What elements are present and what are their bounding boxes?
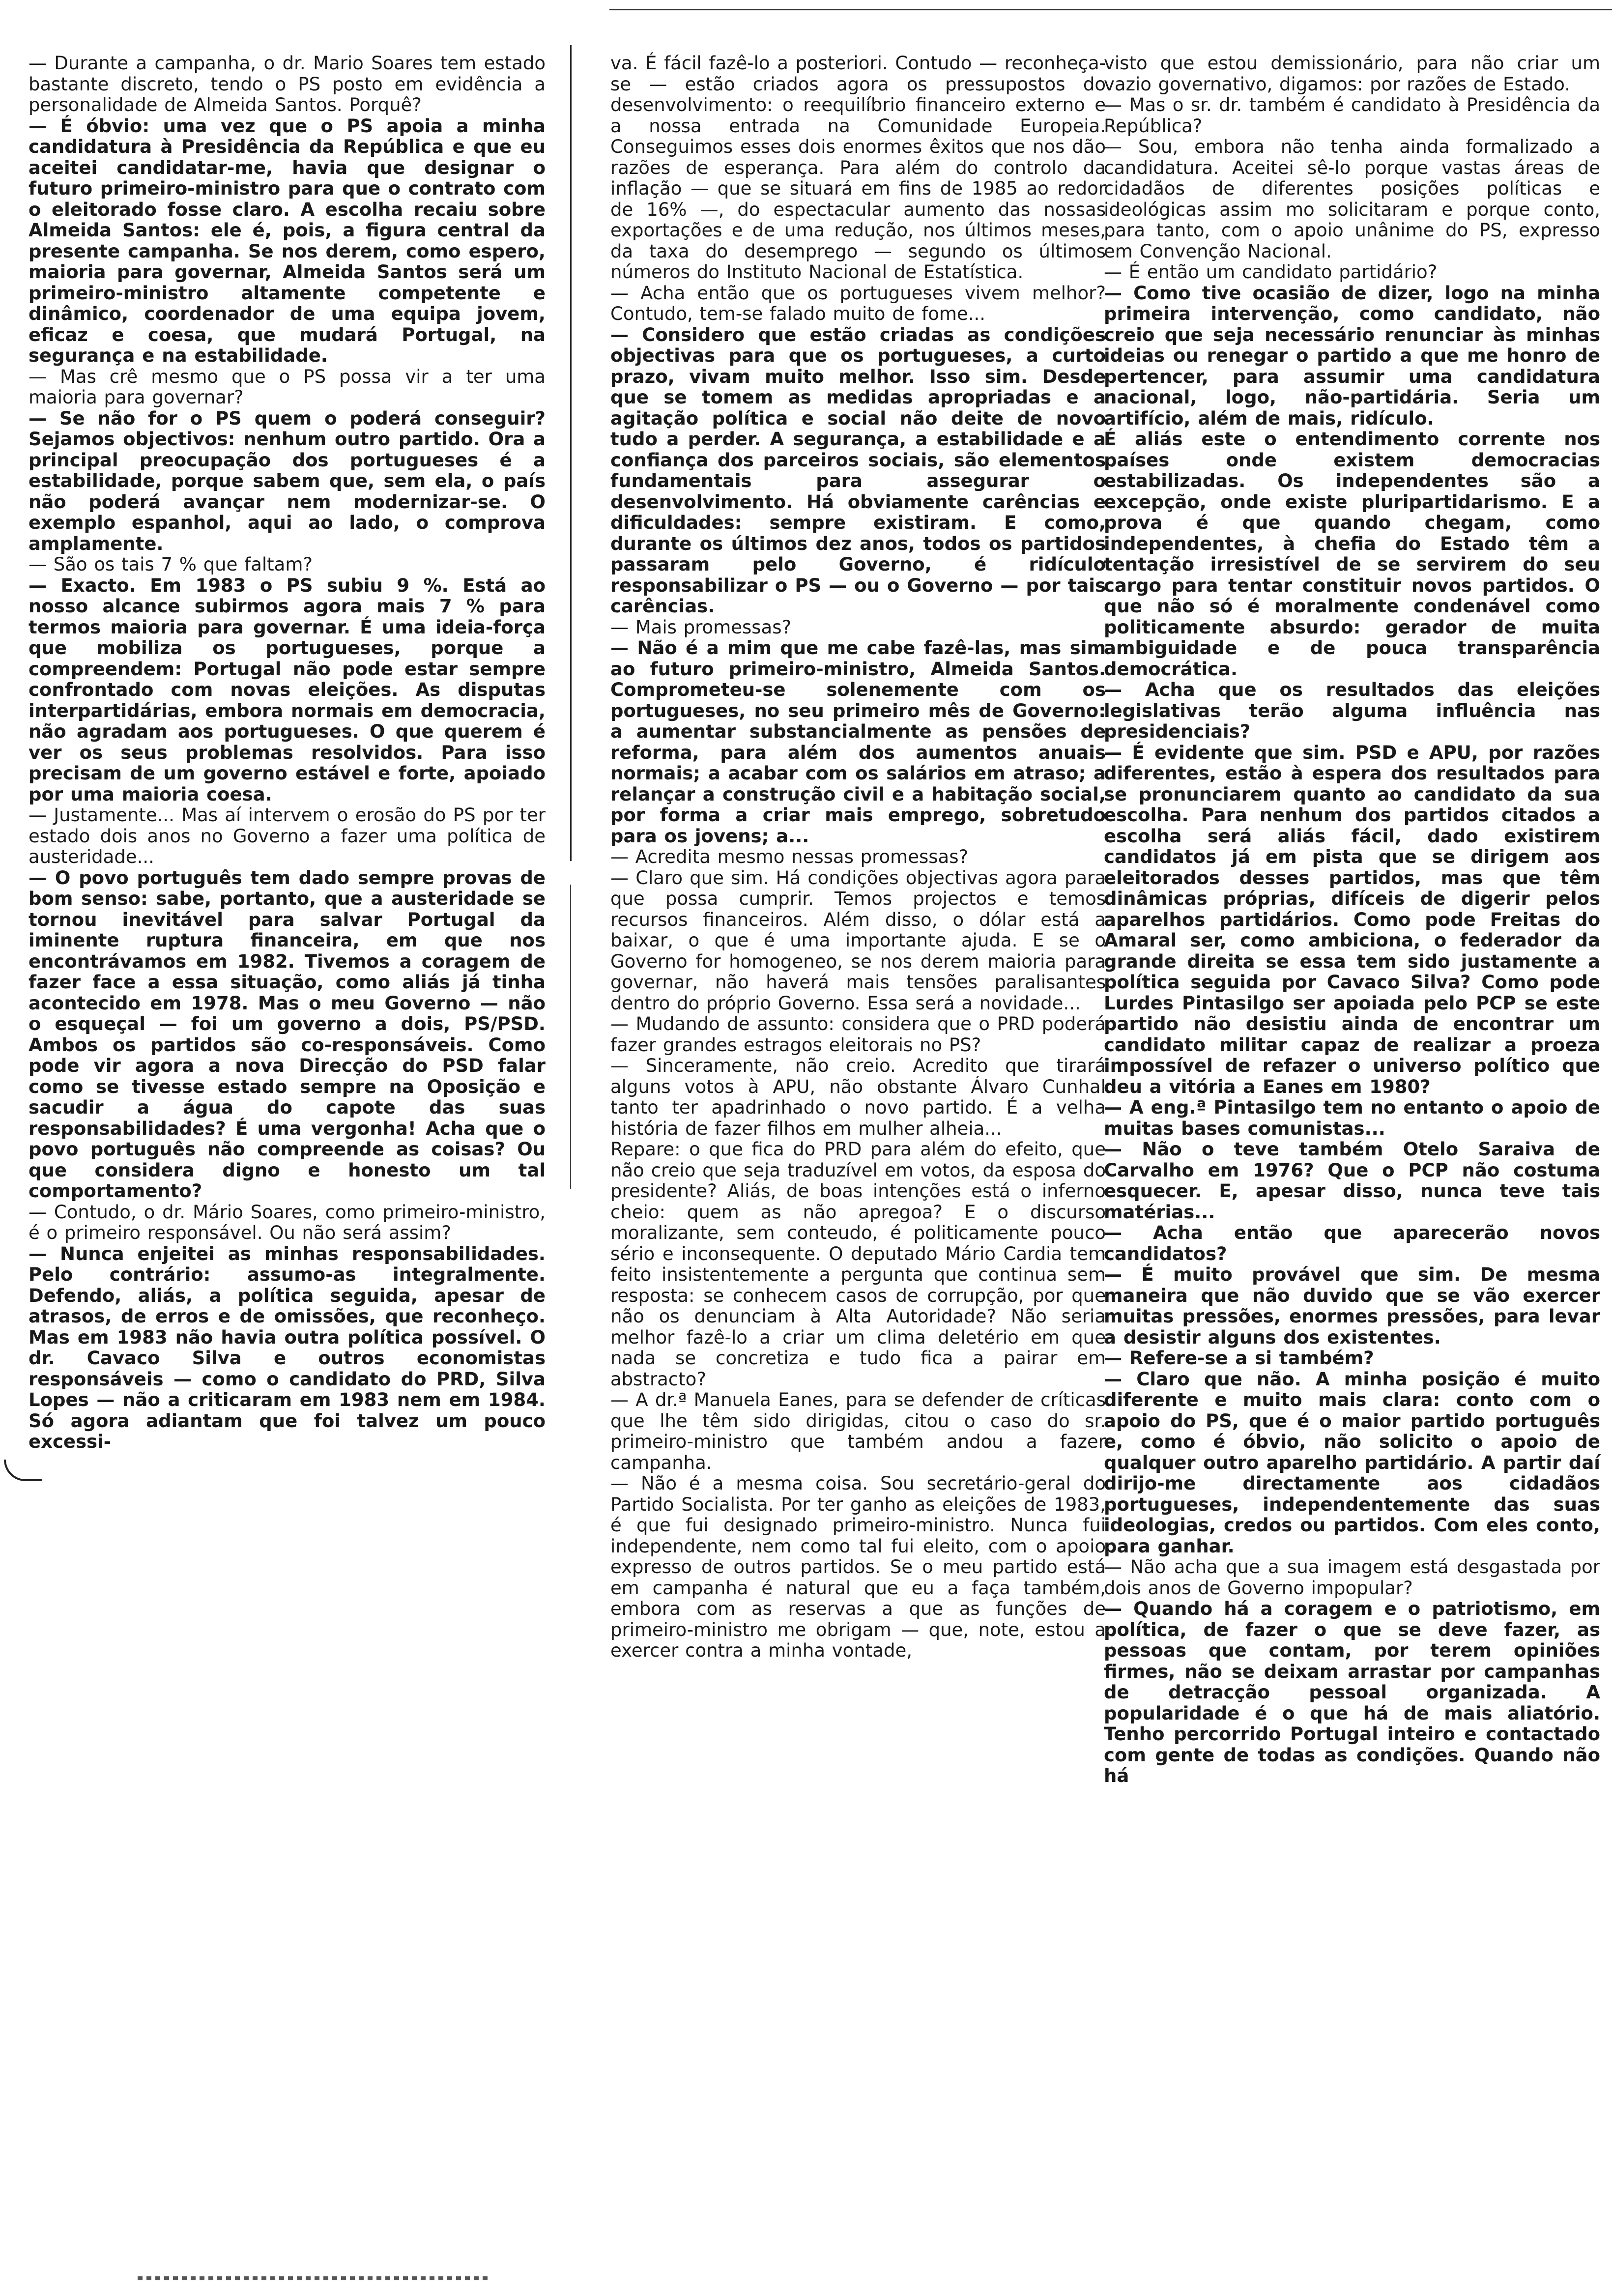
text-column-2 xyxy=(610,53,1106,2024)
answer-paragraph: — Refere-se a si também? xyxy=(1104,1348,1374,1369)
question-paragraph: — Acredita mesmo nessas promessas? xyxy=(610,846,969,867)
question-paragraph: — Contudo, o dr. Mário Soares, como primeiro-ministro, é o primeiro responsável. Ou não será assim? xyxy=(29,1201,546,1243)
question-paragraph: — Mas crê mesmo que o PS possa vir a ter uma maioria para governar? xyxy=(29,366,546,408)
answer-paragraph: — Considero que estão criadas as condições objectivas para que os portugueses, a curto prazo, vivam muito melhor. Isso sim. Desde que se tomem as medidas apropriadas e a agitação política e social não deite de novo tudo a perder. A segurança, a estabilidade e a confiança dos parceiros sociais, são elementos fundamentais para assegurar o desenvolvimento. Há obviamente carências e dificuldades: sempre existiram. E como, durante os últimos dez anos, todos os partidos passaram pelo Governo, é ridículo responsabilizar o PS — ou o Governo — por tais carências. xyxy=(610,324,1106,617)
answer-paragraph: — É evidente que sim. PSD e APU, por razões diferentes, estão à espera dos resultados para se pronunciarem quanto ao candidato da sua escolha. Para nenhum dos partidos citados a escolha será aliás fácil, dado existirem candidatos já em pista que se dirigem aos eleitorados desses partidos, mas que têm dinâmicas próprias, difíceis de digerir pelos aparelhos partidários. Como pode Freitas do Amaral ser, como ambiciona, o federador da grande direita se essa tem sido justamente a política seguida por Cavaco Silva? Como pode Lurdes Pintasilgo ser apoiada pelo PCP se este partido não desistiu ainda de encontrar um candidato militar capaz de realizar a proeza impossível de refazer o universo político que deu a vitória a Eanes em 1980? xyxy=(1104,742,1600,1097)
column-divider-lower xyxy=(570,885,571,1189)
answer-paragraph: — Quando há a coragem e o patriotismo, em política, de fazer o que se deve fazer, as pessoas que contam, por terem opiniões firmes, não se deixam arrastar por campanhas de detracção pessoal organizada. A popularidade é o que há de mais aliatório. Tenho percorrido Portugal inteiro e contactado com gente de todas as condições. Quando não há xyxy=(1104,1598,1600,1786)
question-paragraph: — Durante a campanha, o dr. Mario Soares tem estado bastante discreto, tendo o PS posto em evidência a personalidade de Almeida Santos. Porquê? xyxy=(29,53,546,115)
question-paragraph: — Mudando de assunto: considera que o PRD poderá fazer grandes estragos eleitorais no PS? xyxy=(610,1013,1106,1056)
footer-scan-artifact xyxy=(138,2276,491,2280)
question-paragraph: va. É fácil fazê-lo a posteriori. Contudo — reconheça-se — estão criados agora os pressupostos do desenvolvimento: o reequilíbrio financeiro externo e a nossa entrada na Comunidade Europeia. Conseguimos esses dois enormes êxitos que nos dão razões de esperança. Para além do controlo da inflação — que se situará em fins de 1985 ao redor de 16% —, do espectacular aumento das nossas exportações e de uma redução, nos últimos meses, da taxa do desemprego — segundo os últimos números do Instituto Nacional de Estatística. xyxy=(610,53,1106,283)
answer-paragraph: — Exacto. Em 1983 o PS subiu 9 %. Está ao nosso alcance subirmos agora mais 7 % para termos maioria para governar. É uma ideia-força que mobiliza os portugueses, porque a compreendem: Portugal não pode estar sempre confrontado com novas eleições. As disputas interpartidárias, embora normais em democracia, não agradam aos portugueses. O que querem é ver os seus problemas resolvidos. Para isso precisam de um governo estável e forte, apoiado por uma maioria coesa. xyxy=(29,574,546,805)
question-paragraph: — Não é a mesma coisa. Sou secretário-geral do Partido Socialista. Por ter ganho as eleições de 1983, é que fui designado primeiro-ministro. Nunca fui independente, nem como tal fui eleito, com o apoio expresso de outros partidos. Se o meu partido está em campanha é natural que eu a faça também, embora com as reservas a que as funções de primeiro-ministro me obrigam — que, note, estou a exercer contra a minha vontade, xyxy=(610,1473,1106,1661)
answer-paragraph: — O povo português tem dado sempre provas de bom senso: sabe, portanto, que a austeridade se tornou inevitável para salvar Portugal da iminente ruptura financeira, em que nos encontrávamos em 1982. Tivemos a coragem de fazer face a essa situação, como aliás já tinha acontecido em 1978. Mas o meu Governo — não o esqueçal — foi um governo a dois, PS/PSD. Ambos os partidos são co-responsáveis. Como pode vir agora a nova Direcção do PSD falar como se tivesse estado sempre na Oposição e sacudir a água do capote das suas responsabilidades? É uma vergonha! Acha que o povo português não compreende as coisas? Ou que considera digno e honesto um tal comportamento? xyxy=(29,867,546,1202)
question-paragraph: — É então um candidato partidário? xyxy=(1104,261,1438,283)
answer-paragraph: É aliás este o entendimento corrente nos países onde existem democracias estabilizadas. Os independentes são a excepção, onde existe pluripartidarismo. E a prova é que quando chegam, como independentes, à chefia do Estado têm a tentação irresistível de se servirem do seu cargo para tentar constituir novos partidos. O que não só é moralmente condenável como politicamente absurdo: gerador de muita ambiguidade e de pouca transparência democrática. xyxy=(1104,429,1600,680)
question-paragraph: Repare: o que fica do PRD para além do efeito, que não creio que seja traduzível em votos, da esposa do presidente? Aliás, de boas intenções está o inferno cheio: quem as não apregoa? E o discurso moralizante, sem conteudo, é politicamente pouco sério e inconsequente. O deputado Mário Cardia tem feito insistentemente a pergunta que continua sem resposta: se conhecem casos de corrupção, por que não os denunciam à Alta Autoridade? Não seria melhor fazê-lo a criar um clima deletério em que nada se concretiza e tudo fica a pairar em abstracto? xyxy=(610,1139,1106,1390)
answer-paragraph: — É óbvio: uma vez que o PS apoia a minha candidatura à Presidência da República e que eu aceitei candidatar-me, havia que designar o futuro primeiro-ministro para que o contrato com o eleitorado fosse claro. A escolha recaiu sobre Almeida Santos: ele é, pois, a figura central da presente campanha. Se nos derem, como espero, maioria para governar, Almeida Santos será um primeiro-ministro altamente competente e dinâmico, coordenador de uma equipa jovem, eficaz e coesa, que mudará Portugal, na segurança e na estabilidade. xyxy=(29,115,546,366)
handwritten-mark xyxy=(4,1460,42,1481)
answer-paragraph: — Como tive ocasião de dizer, logo na minha primeira intervenção, como candidato, não creio que seja necessário renunciar às minhas ideias ou renegar o partido a que me honro de pertencer, para assumir uma candidatura nacional, logo, não-partidária. Seria um artifício, além de mais, ridículo. xyxy=(1104,282,1600,429)
question-paragraph: — Sinceramente, não creio. Acredito que tirará alguns votos à APU, não obstante Álvaro Cunhal tanto ter apadrinhado o novo partido. É a velha história de fazer filhos em mulher alheia... xyxy=(610,1055,1106,1139)
answer-paragraph: — Nunca enjeitei as minhas responsabilidades. Pelo contrário: assumo-as integralmente. Defendo, aliás, a política seguida, apesar de atrasos, de erros e de omissões, que reconheço. Mas em 1983 não havia outra política possível. O dr. Cavaco Silva e outros economistas responsáveis — como o candidato do PRD, Silva Lopes — não a criticaram em 1983 nem em 1984. Só agora adiantam que foi talvez um pouco excessi- xyxy=(29,1243,546,1452)
text-column-1 xyxy=(29,53,546,1537)
question-paragraph: — A dr.ª Manuela Eanes, para se defender de críticas que lhe têm sido dirigidas, citou o caso do sr. primeiro-ministro que também andou a fazer campanha. xyxy=(610,1389,1106,1473)
answer-paragraph: — Acha que os resultados das eleições legislativas terão alguma influência nas presidenciais? xyxy=(1104,679,1600,742)
question-paragraph: visto que estou demissionário, para não criar um vazio governativo, digamos: por razões de Estado. xyxy=(1104,53,1600,95)
question-paragraph: — Mas o sr. dr. também é candidato à Presidência da República? xyxy=(1104,94,1600,137)
top-rule xyxy=(609,9,1612,10)
answer-paragraph: — Acha então que aparecerão novos candidatos? xyxy=(1104,1222,1600,1264)
question-paragraph: — Acha então que os portugueses vivem melhor? Contudo, tem-se falado muito de fome... xyxy=(610,282,1106,324)
question-paragraph: — São os tais 7 % que faltam? xyxy=(29,554,313,575)
question-paragraph: — Claro que sim. Há condições objectivas agora para que possa cumprir. Temos projectos e temos recursos financeiros. Além disso, o dólar está a baixar, o que é uma importante ajuda. E se o Governo for homogeneo, se nos derem maioria para governar, não haverá mais tensões paralisantes dentro do próprio Governo. Essa será a novidade... xyxy=(610,867,1106,1014)
question-paragraph: — Não acha que a sua imagem está desgastada por dois anos de Governo impopular? xyxy=(1104,1556,1600,1599)
question-paragraph: — Sou, embora não tenha ainda formalizado a candidatura. Aceitei sê-lo porque vastas áreas de cidadãos de diferentes posições políticas e ideológicas assim mo solicitaram e porque conto, para tanto, com o apoio unânime do PS, expresso em Convenção Nacional. xyxy=(1104,136,1600,262)
question-paragraph: — Justamente... Mas aí intervem o erosão do PS por ter estado dois anos no Governo a fazer uma política de austeridade... xyxy=(29,804,546,867)
answer-paragraph: — A eng.ª Pintasilgo tem no entanto o apoio de muitas bases comunistas... xyxy=(1104,1097,1600,1139)
text-column-3 xyxy=(1104,53,1600,2024)
answer-paragraph: — Não é a mim que me cabe fazê-las, mas sim ao futuro primeiro-ministro, Almeida Santos. Comprometeu-se solenemente com os portugueses, no seu primeiro mês de Governo: a aumentar substancialmente as pensões de reforma, para além dos aumentos anuais normais; a acabar com os salários em atraso; a relançar a construção civil e a habitação social, por forma a criar mais emprego, sobretudo para os jovens; a... xyxy=(610,637,1106,847)
answer-paragraph: — Não o teve também Otelo Saraiva de Carvalho em 1976? Que o PCP não costuma esquecer. E, apesar disso, nunca teve tais matérias... xyxy=(1104,1139,1600,1223)
question-paragraph: — Mais promessas? xyxy=(610,616,792,638)
answer-paragraph: — É muito provável que sim. De mesma maneira que não duvido que se vão exercer muitas pressões, enormes pressões, para levar a desistir alguns dos existentes. xyxy=(1104,1264,1600,1348)
column-divider xyxy=(570,45,572,861)
answer-paragraph: — Se não for o PS quem o poderá conseguir? Sejamos objectivos: nenhum outro partido. Ora a principal preocupação dos portugueses é a estabilidade, porque sabem que, sem ela, o país não poderá avançar nem modernizar-se. O exemplo espanhol, aqui ao lado, o comprova amplamente. xyxy=(29,407,546,554)
answer-paragraph: — Claro que não. A minha posição é muito diferente e muito mais clara: conto com o apoio do PS, que é o maior partido português e, como é óbvio, não solicito o apoio de qualquer outro aparelho partidário. A partir daí dirijo-me directamente aos cidadãos portugueses, independentemente das suas ideologias, credos ou partidos. Com eles conto, para ganhar. xyxy=(1104,1368,1600,1557)
